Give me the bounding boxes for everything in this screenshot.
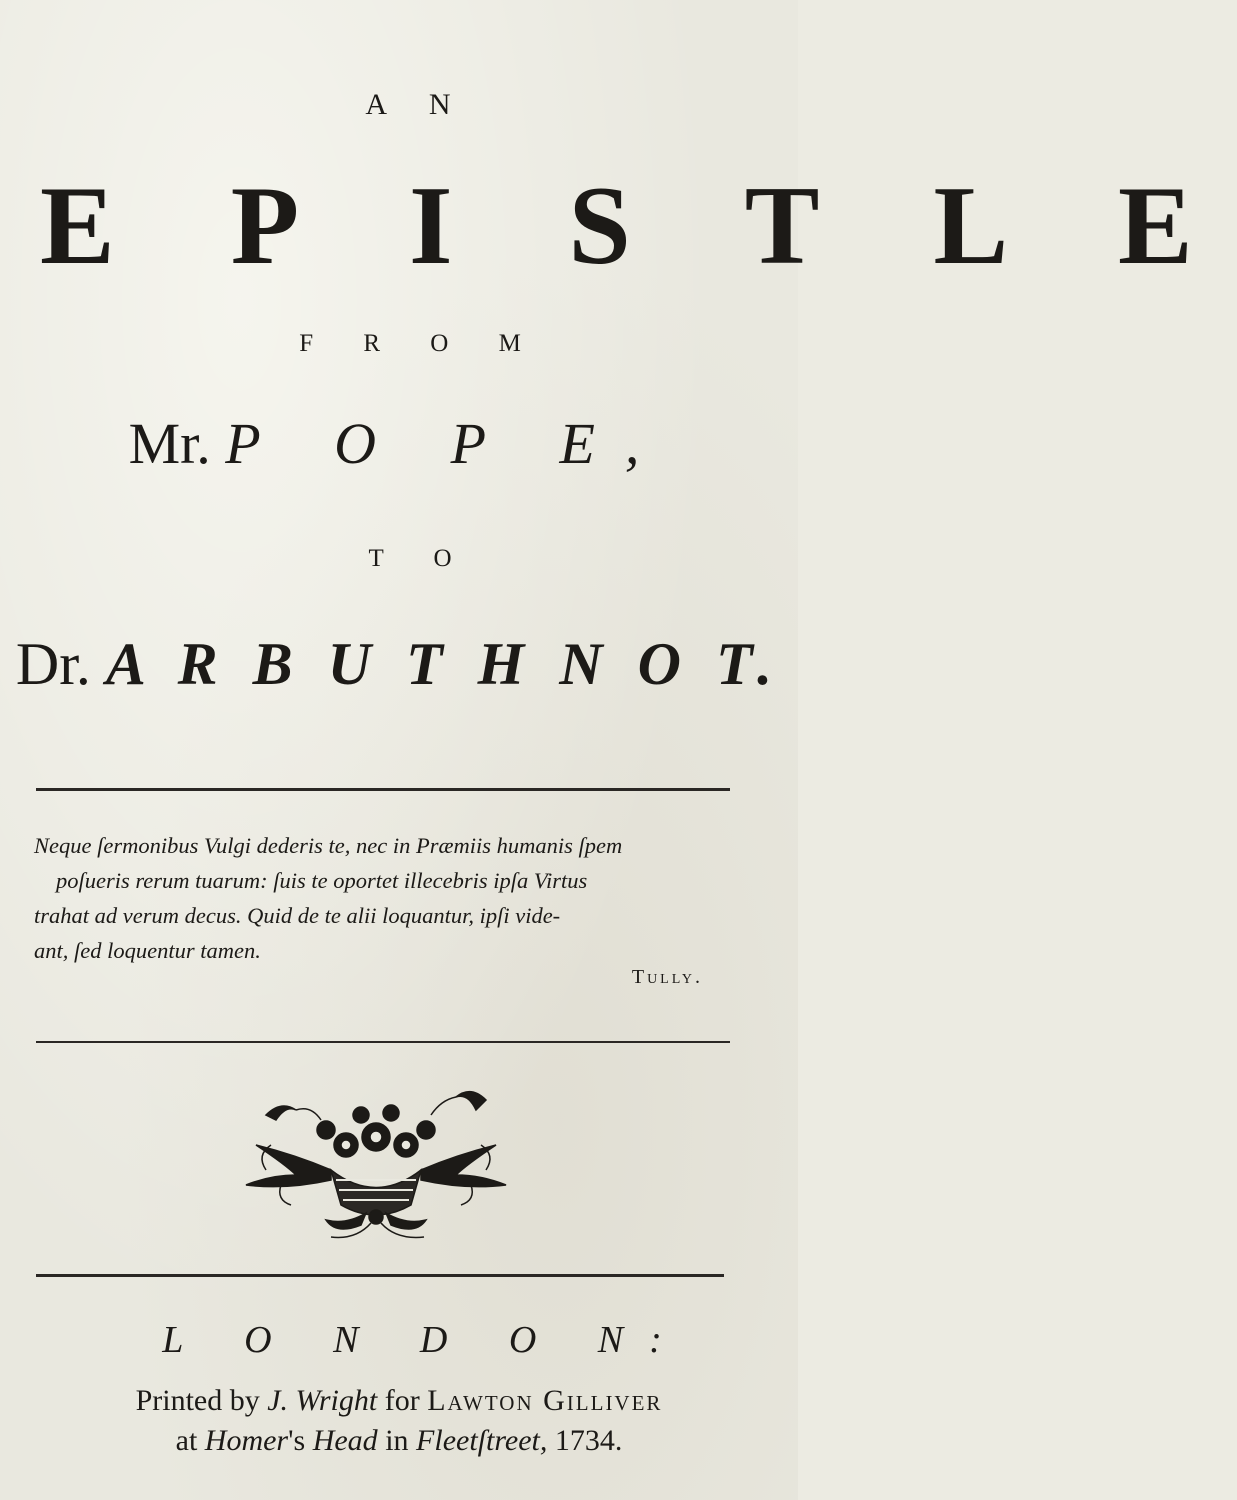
- publisher-name: Lawton Gilliver: [427, 1384, 663, 1417]
- recipient-line: [0, 630, 798, 699]
- imprint-text: for: [377, 1384, 428, 1417]
- imprint-place: L O N D O N:: [162, 1319, 688, 1361]
- divider-rule-middle: [36, 1041, 730, 1043]
- divider-rule-top: [36, 788, 730, 791]
- epigraph-line: ant, ſed loquentur tamen.: [34, 938, 261, 963]
- divider-rule-bottom: [36, 1274, 724, 1277]
- epigraph-line: Neque ſermonibus Vulgi dederis te, nec in Præmiis humanis ſpem: [34, 833, 623, 858]
- epigraph-attribution: Tully.: [631, 966, 703, 988]
- floral-basket-ornament-icon: [236, 1075, 516, 1245]
- epigraph: [34, 828, 734, 968]
- street-name: Fleetſtreet,: [416, 1424, 548, 1457]
- title-from: F R O M: [299, 330, 543, 357]
- imprint-year: 1734.: [547, 1424, 623, 1457]
- imprint-text: at: [175, 1424, 205, 1457]
- imprint-text: in: [377, 1424, 417, 1457]
- author-line: [0, 410, 798, 477]
- author-name: P O P E,: [225, 411, 670, 476]
- sign-owner: Homer: [204, 1424, 289, 1457]
- title-an: A N: [365, 88, 469, 121]
- imprint-text: 's: [288, 1424, 313, 1457]
- imprint-line-1: [0, 1384, 798, 1418]
- recipient-name: A R B U T H N O T.: [105, 631, 783, 697]
- sign-name: Head: [312, 1424, 378, 1457]
- imprint-text: Printed by: [135, 1384, 268, 1417]
- imprint-line-2: [0, 1424, 798, 1458]
- title-epistle: E P I S T L E: [40, 164, 1237, 288]
- epigraph-line: trahat ad verum decus. Quid de te alii loquantur, ipſi vide-: [34, 903, 561, 928]
- recipient-prefix: Dr.: [15, 631, 91, 697]
- author-prefix: Mr.: [128, 411, 211, 476]
- printer-name: J. Wright: [267, 1384, 378, 1417]
- epigraph-line: poſueris rerum tuarum: ſuis te oportet illecebris ipſa Virtus: [56, 868, 588, 893]
- title-to: T O: [368, 545, 474, 572]
